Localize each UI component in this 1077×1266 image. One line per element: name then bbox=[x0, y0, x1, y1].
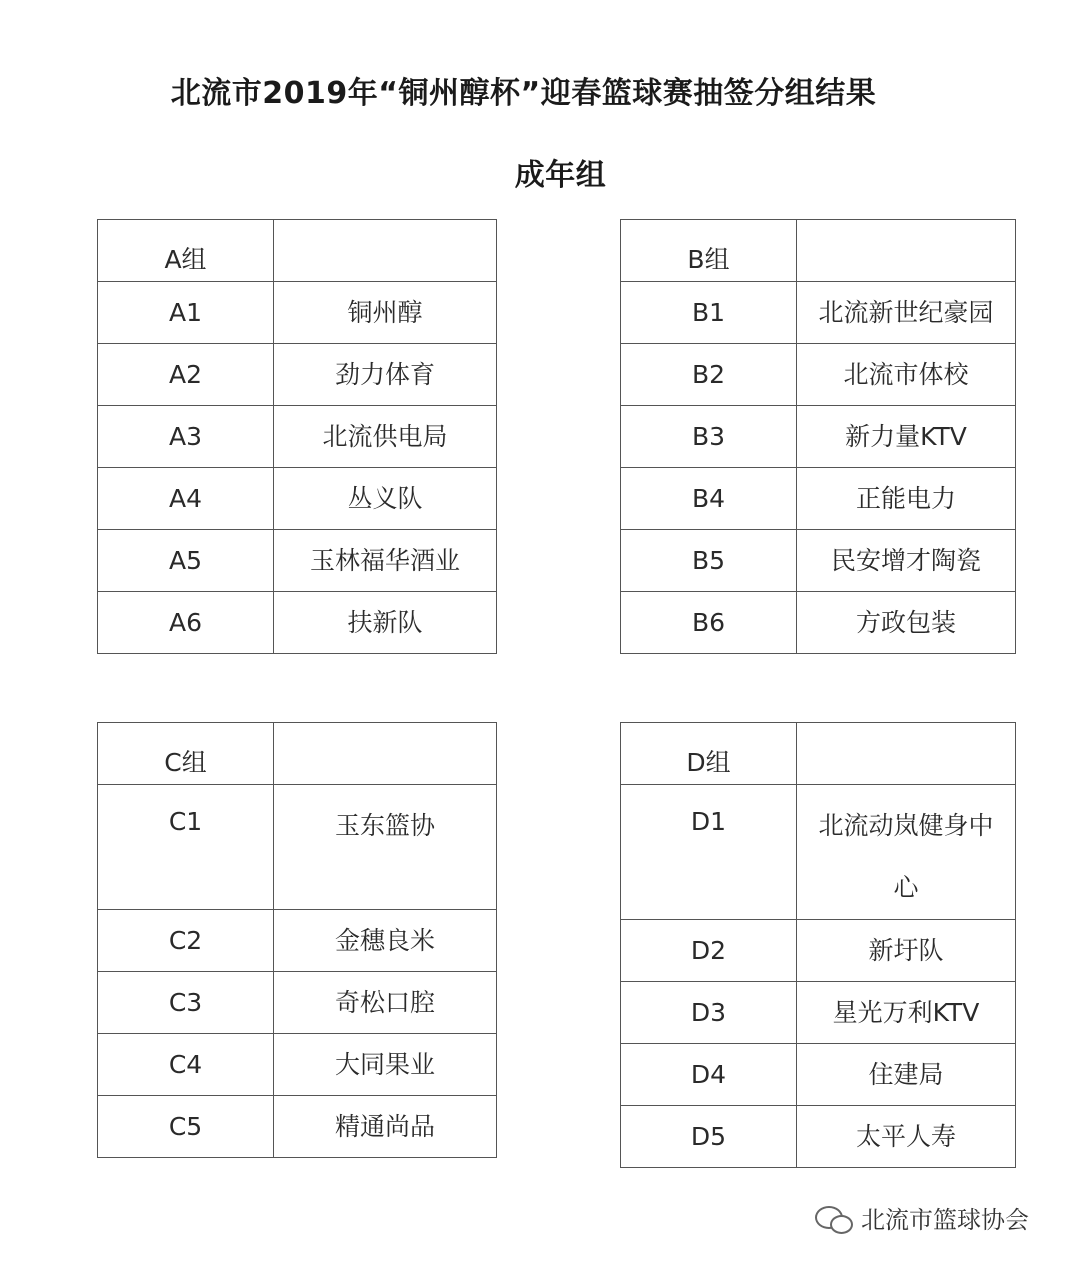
seed-code: A1 bbox=[98, 282, 274, 344]
group-header-empty bbox=[797, 220, 1016, 282]
seed-code: A3 bbox=[98, 406, 274, 468]
team-name bbox=[797, 785, 1016, 920]
team-name-text: 玉东篮协 bbox=[334, 811, 435, 840]
table-row bbox=[621, 982, 1016, 1044]
team-name: 铜州醇 bbox=[274, 282, 497, 344]
table-row bbox=[621, 592, 1016, 654]
seed-code: B6 bbox=[621, 592, 797, 654]
group-c-table bbox=[97, 722, 497, 1158]
seed-code: D4 bbox=[621, 1044, 797, 1106]
table-row bbox=[98, 972, 497, 1034]
table-row bbox=[621, 282, 1016, 344]
team-name: 正能电力 bbox=[797, 468, 1016, 530]
page-subtitle: 成年组 bbox=[514, 158, 607, 193]
team-name: 住建局 bbox=[797, 1044, 1016, 1106]
team-name-line2: 心 bbox=[893, 873, 919, 902]
team-name: 扶新队 bbox=[274, 592, 497, 654]
seed-code: D5 bbox=[621, 1106, 797, 1168]
watermark-text: 北流市篮球协会 bbox=[861, 1206, 1029, 1234]
seed-code: A5 bbox=[98, 530, 274, 592]
wechat-icon bbox=[815, 1203, 853, 1233]
seed-code: D1 bbox=[621, 785, 797, 920]
team-name: 玉林福华酒业 bbox=[274, 530, 497, 592]
team-name: 精通尚品 bbox=[274, 1096, 497, 1158]
team-name: 大同果业 bbox=[274, 1034, 497, 1096]
table-row bbox=[98, 1034, 497, 1096]
team-name: 星光万利KTV bbox=[797, 982, 1016, 1044]
group-a-table bbox=[97, 219, 497, 654]
table-header-row bbox=[98, 723, 497, 785]
page-title: 北流市2019年“铜州醇杯”迎春篮球赛抽签分组结果 bbox=[170, 76, 877, 111]
team-name: 劲力体育 bbox=[274, 344, 497, 406]
table-row bbox=[621, 530, 1016, 592]
seed-code: B4 bbox=[621, 468, 797, 530]
group-b-table bbox=[620, 219, 1016, 654]
group-header-empty bbox=[274, 220, 497, 282]
table-row bbox=[98, 406, 497, 468]
team-name: 民安增才陶瓷 bbox=[797, 530, 1016, 592]
table-row bbox=[621, 468, 1016, 530]
table-header-row bbox=[621, 723, 1016, 785]
watermark bbox=[815, 1200, 1029, 1235]
table-row bbox=[98, 910, 497, 972]
seed-code: D2 bbox=[621, 920, 797, 982]
seed-code: C1 bbox=[98, 785, 274, 910]
group-d-table bbox=[620, 722, 1016, 1168]
team-name: 金穗良米 bbox=[274, 910, 497, 972]
team-name: 丛义队 bbox=[274, 468, 497, 530]
seed-code: C5 bbox=[98, 1096, 274, 1158]
group-header-empty bbox=[797, 723, 1016, 785]
table-header-row bbox=[621, 220, 1016, 282]
table-row bbox=[98, 592, 497, 654]
team-name-line1: 北流动岚健身中 bbox=[818, 811, 994, 840]
seed-code: A2 bbox=[98, 344, 274, 406]
table-row bbox=[621, 1106, 1016, 1168]
seed-code: C2 bbox=[98, 910, 274, 972]
seed-code: A6 bbox=[98, 592, 274, 654]
group-header: A组 bbox=[98, 220, 274, 282]
team-name bbox=[274, 785, 497, 910]
team-name: 奇松口腔 bbox=[274, 972, 497, 1034]
table-row bbox=[98, 468, 497, 530]
seed-code: C3 bbox=[98, 972, 274, 1034]
seed-code: B2 bbox=[621, 344, 797, 406]
team-name: 新圩队 bbox=[797, 920, 1016, 982]
team-name: 北流市体校 bbox=[797, 344, 1016, 406]
seed-code: B3 bbox=[621, 406, 797, 468]
table-row bbox=[98, 282, 497, 344]
group-header: C组 bbox=[98, 723, 274, 785]
seed-code: C4 bbox=[98, 1034, 274, 1096]
table-row bbox=[621, 920, 1016, 982]
team-name: 太平人寿 bbox=[797, 1106, 1016, 1168]
team-name: 方政包装 bbox=[797, 592, 1016, 654]
table-row bbox=[621, 406, 1016, 468]
table-row bbox=[98, 785, 497, 910]
group-header: B组 bbox=[621, 220, 797, 282]
table-row bbox=[621, 344, 1016, 406]
team-name: 新力量KTV bbox=[797, 406, 1016, 468]
team-name: 北流供电局 bbox=[274, 406, 497, 468]
seed-code: D3 bbox=[621, 982, 797, 1044]
seed-code: B1 bbox=[621, 282, 797, 344]
table-row bbox=[98, 344, 497, 406]
seed-code: A4 bbox=[98, 468, 274, 530]
group-header: D组 bbox=[621, 723, 797, 785]
group-header-empty bbox=[274, 723, 497, 785]
table-row bbox=[621, 785, 1016, 920]
table-row bbox=[621, 1044, 1016, 1106]
table-row bbox=[98, 1096, 497, 1158]
seed-code: B5 bbox=[621, 530, 797, 592]
table-row bbox=[98, 530, 497, 592]
table-header-row bbox=[98, 220, 497, 282]
team-name: 北流新世纪豪园 bbox=[797, 282, 1016, 344]
